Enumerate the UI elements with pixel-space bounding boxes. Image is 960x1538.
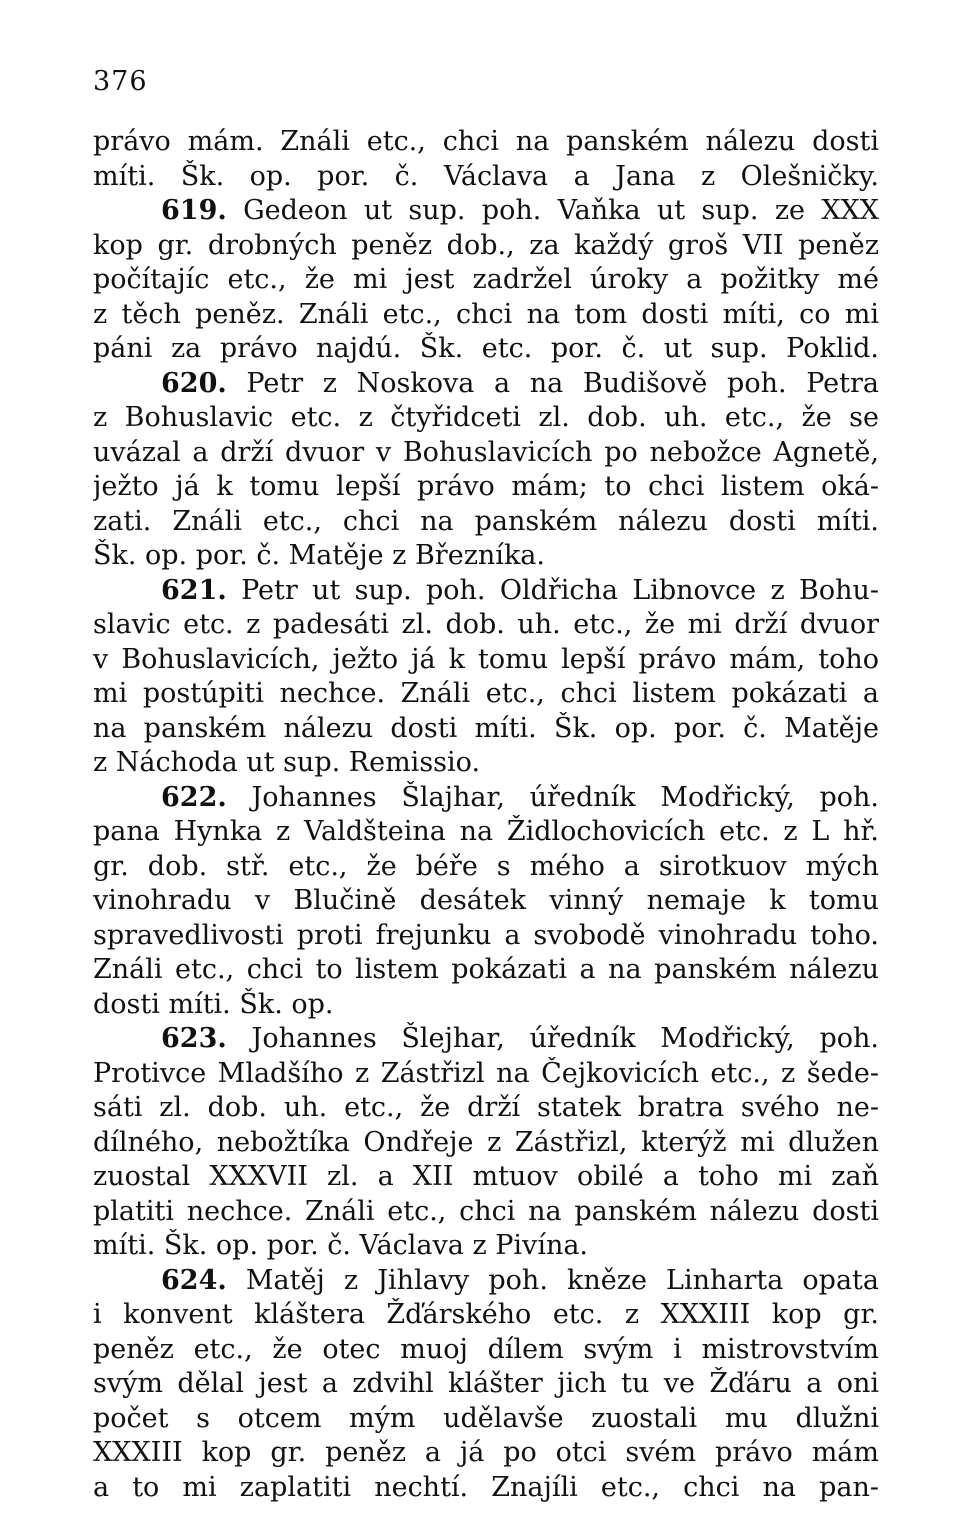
line-text: spravedlivosti proti frejunku a svobodě vinohradu toho. — [93, 919, 879, 951]
line-text: platiti nechce. Ználi etc., chci na panském nálezu dosti — [93, 1195, 879, 1227]
text-line — [93, 1229, 879, 1264]
line-text: svým dělal jest a zdvihl klášter jich tu ve Žďáru a oni — [93, 1368, 879, 1399]
entry-number: 620. — [161, 367, 227, 399]
text-line — [93, 1264, 879, 1299]
line-text: míti. Šk. op. por. č. Václava a Jana z Olešničky. — [93, 160, 879, 192]
text-line — [93, 263, 879, 298]
text-line — [93, 781, 879, 816]
entry-number: 622. — [161, 781, 227, 813]
line-text: Johannes Šlajhar, úředník Modřický, poh. — [226, 781, 879, 813]
line-text: z těch peněz. Ználi etc., chci na tom dosti míti, co mi — [93, 298, 879, 330]
line-text: z Náchoda ut sup. Remissio. — [93, 747, 481, 778]
text-line — [93, 505, 879, 540]
text-line — [93, 1436, 879, 1471]
text-line — [93, 746, 879, 781]
line-text: páni za právo najdú. Šk. etc. por. č. ut sup. Poklid. — [93, 333, 879, 364]
line-text: i konvent kláštera Žďárského etc. z XXXIII kop gr. — [93, 1299, 879, 1330]
line-text: pana Hynka z Valdšteina na Židlochovicích etc. z L hř. — [93, 816, 879, 847]
line-text: uvázal a drží dvuor v Bohuslavicích po nebožce Agnetě, — [93, 436, 879, 468]
text-line — [93, 1195, 879, 1230]
line-text: v Bohuslavicích, ježto já k tomu lepší právo mám, toho — [93, 643, 879, 675]
line-text: zuostal XXXVII zl. a XII mtuov obilé a toho mi zaň — [93, 1161, 879, 1192]
entry-number: 621. — [161, 574, 227, 606]
line-text: počet s otcem mým udělavše zuostali mu dlužni — [93, 1402, 879, 1434]
text-line — [93, 815, 879, 850]
text-line — [93, 401, 879, 436]
text-line — [93, 367, 879, 402]
line-text: kop gr. drobných peněz dob., za každý groš VII peněz — [93, 229, 879, 261]
text-line — [93, 988, 879, 1023]
entry-number: 623. — [161, 1023, 227, 1054]
line-text: dílného, nebožtíka Ondřeje z Zástřizl, kterýž mi dlužen — [93, 1126, 879, 1158]
text-line — [93, 1333, 879, 1368]
line-text: slavic etc. z padesáti zl. dob. uh. etc., že mi drží dvuor — [93, 609, 879, 640]
line-text: Petr z Noskova a na Budišově poh. Petra — [226, 367, 879, 399]
text-line — [93, 850, 879, 885]
text-line — [93, 608, 879, 643]
text-line — [93, 229, 879, 264]
text-line — [93, 1057, 879, 1092]
text-line — [93, 1471, 879, 1506]
line-text: dosti míti. Šk. op. — [93, 988, 334, 1020]
entry-number: 624. — [161, 1264, 227, 1296]
entry-number: 619. — [161, 195, 227, 226]
text-line — [93, 160, 879, 195]
text-line — [93, 539, 879, 574]
line-text: a to mi zaplatiti nechtí. Znajíli etc., chci na pan- — [93, 1471, 879, 1503]
body-text — [93, 125, 879, 1505]
text-line — [93, 1126, 879, 1161]
line-text: sáti zl. dob. uh. etc., že drží statek bratra svého ne- — [93, 1092, 879, 1123]
text-line — [93, 332, 879, 367]
line-text: Petr ut sup. poh. Oldřicha Libnovce z Bohu- — [226, 574, 879, 606]
line-text: Protivce Mladšího z Zástřizl na Čejkovicích etc., z šede- — [93, 1057, 879, 1089]
text-line — [93, 712, 879, 747]
line-text: Šk. op. por. č. Matěje z Březníka. — [93, 540, 545, 571]
line-text: na panském nálezu dosti míti. Šk. op. por. č. Matěje — [93, 712, 879, 744]
text-line — [93, 1402, 879, 1437]
text-line — [93, 298, 879, 333]
text-line — [93, 677, 879, 712]
line-text: z Bohuslavic etc. z čtyřidceti zl. dob. uh. etc., že se — [93, 402, 879, 433]
line-text: XXXIII kop gr. peněz a já po otci svém právo mám — [93, 1437, 879, 1468]
line-text: míti. Šk. op. por. č. Václava z Pivína. — [93, 1230, 589, 1261]
line-text: gr. dob. stř. etc., že béře s mého a sirotkuov mých — [93, 850, 879, 882]
line-text: Ználi etc., chci to listem pokázati a na panském nálezu — [93, 954, 879, 985]
line-text: vinohradu v Blučině desátek vinný nemaje k tomu — [93, 885, 879, 916]
text-line — [93, 1160, 879, 1195]
line-text: mi postúpiti nechce. Ználi etc., chci listem pokázati a — [93, 678, 879, 709]
text-line — [93, 643, 879, 678]
page-number: 376 — [93, 66, 148, 97]
line-text: právo mám. Ználi etc., chci na panském nálezu dosti — [93, 126, 879, 157]
text-line — [93, 919, 879, 954]
line-text: Gedeon ut sup. poh. Vaňka ut sup. ze XXX — [226, 195, 879, 226]
text-line — [93, 1091, 879, 1126]
text-line — [93, 1367, 879, 1402]
text-line — [93, 953, 879, 988]
text-line — [93, 125, 879, 160]
line-text: peněz etc., že otec muoj dílem svým i mistrovstvím — [93, 1333, 879, 1365]
text-line — [93, 884, 879, 919]
text-line — [93, 194, 879, 229]
line-text: zati. Ználi etc., chci na panském nálezu dosti míti. — [93, 505, 879, 537]
text-line — [93, 1022, 879, 1057]
line-text: Johannes Šlejhar, úředník Modřický, poh. — [226, 1023, 879, 1054]
text-line — [93, 574, 879, 609]
line-text: počítajíc etc., že mi jest zadržel úroky a požitky mé — [93, 264, 879, 295]
line-text: Matěj z Jihlavy poh. kněze Linharta opata — [226, 1264, 879, 1296]
text-line — [93, 436, 879, 471]
line-text: ježto já k tomu lepší právo mám; to chci listem oká- — [93, 471, 879, 502]
text-line — [93, 1298, 879, 1333]
text-line — [93, 470, 879, 505]
